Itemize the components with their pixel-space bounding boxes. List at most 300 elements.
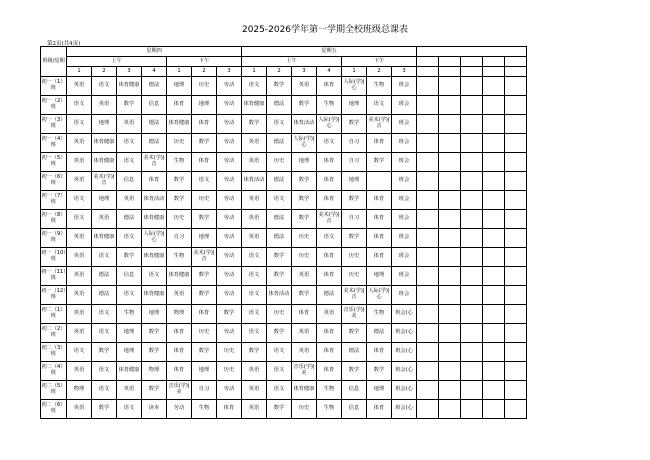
period-number: 1 <box>67 67 92 77</box>
period-number: 2 <box>92 67 117 77</box>
course-cell: 地理 <box>117 343 142 362</box>
course-cell: 数学 <box>167 191 192 210</box>
empty-cell <box>439 286 461 305</box>
course-cell: 语文 <box>192 172 217 191</box>
course-cell: 数学 <box>192 343 217 362</box>
course-cell: 体育 <box>167 362 192 381</box>
empty-cell <box>439 115 461 134</box>
table-row <box>41 324 527 343</box>
table-row <box>41 134 527 153</box>
empty-cell <box>483 343 505 362</box>
empty-cell <box>417 57 439 67</box>
course-cell: 班会 <box>392 248 417 267</box>
empty-cell <box>483 57 505 67</box>
course-cell: 体育 <box>217 400 242 419</box>
empty-cell <box>417 47 527 57</box>
course-cell: 语文 <box>367 96 392 115</box>
course-cell: 语文 <box>67 191 92 210</box>
course-cell: 德法 <box>142 77 167 96</box>
empty-cell <box>461 400 483 419</box>
empty-cell <box>439 67 461 77</box>
empty-cell <box>439 362 461 381</box>
pm-header: 下午 <box>167 57 242 67</box>
empty-cell <box>483 115 505 134</box>
empty-cell <box>461 96 483 115</box>
course-cell: 生物 <box>192 400 217 419</box>
course-cell: 数学 <box>267 267 292 286</box>
table-row <box>41 305 527 324</box>
course-cell: 英语 <box>242 210 267 229</box>
course-cell: 物理 <box>142 362 167 381</box>
empty-cell <box>417 324 439 343</box>
table-row <box>41 343 527 362</box>
course-cell: 劳动 <box>217 134 242 153</box>
course-cell: 数学 <box>92 400 117 419</box>
class-name: 初一（12）班 <box>41 286 67 305</box>
course-cell: 音乐(学)|美 <box>167 381 192 400</box>
course-cell: 信息 <box>342 400 367 419</box>
course-cell: 数学 <box>342 191 367 210</box>
empty-cell <box>417 400 439 419</box>
empty-cell <box>461 153 483 172</box>
empty-cell <box>505 67 527 77</box>
course-cell: 班会 <box>392 153 417 172</box>
course-cell: 体育 <box>367 229 392 248</box>
empty-cell <box>461 67 483 77</box>
course-cell: 地理 <box>292 153 317 172</box>
course-cell: 体育健康 <box>167 115 192 134</box>
course-cell: 英语 <box>167 286 192 305</box>
page-title: 2025-2026学年第一学期全校班级总课表 <box>241 25 409 35</box>
class-name: 初一（3）班 <box>41 115 67 134</box>
am-header: 上午 <box>242 57 342 67</box>
course-cell: 数学 <box>367 362 392 381</box>
course-cell: 体育 <box>317 153 342 172</box>
course-cell: 语文 <box>242 77 267 96</box>
course-cell: 劳动 <box>217 267 242 286</box>
empty-cell <box>439 343 461 362</box>
table-row <box>41 381 527 400</box>
period-number: 3 <box>217 67 242 77</box>
course-cell: 劳动 <box>217 96 242 115</box>
empty-cell <box>483 324 505 343</box>
course-cell: 体育 <box>317 172 342 191</box>
course-cell: 信息 <box>117 267 142 286</box>
course-cell: 英语 <box>117 381 142 400</box>
course-cell: 地理 <box>192 362 217 381</box>
course-cell: 体育健康 <box>242 96 267 115</box>
empty-cell <box>505 210 527 229</box>
empty-cell <box>483 67 505 77</box>
course-cell: 数学 <box>292 286 317 305</box>
table-row <box>41 172 527 191</box>
course-cell: 德法 <box>367 324 392 343</box>
course-cell: 体育健康 <box>142 286 167 305</box>
course-cell: 历史 <box>267 305 292 324</box>
course-cell: 体育 <box>317 343 342 362</box>
empty-cell <box>505 134 527 153</box>
course-cell: 历史 <box>167 134 192 153</box>
empty-cell <box>505 343 527 362</box>
empty-cell <box>461 362 483 381</box>
class-name: 初一（9）班 <box>41 229 67 248</box>
course-cell: 语文 <box>142 267 167 286</box>
course-cell: 美术(学)|音 <box>192 248 217 267</box>
period-number: 1 <box>242 67 267 77</box>
course-cell: 德法 <box>317 286 342 305</box>
course-cell: 英语 <box>242 229 267 248</box>
course-cell: 体育 <box>167 343 192 362</box>
empty-cell <box>417 210 439 229</box>
course-cell: 英语 <box>67 77 92 96</box>
course-cell: 自习 <box>342 134 367 153</box>
table-row <box>41 115 527 134</box>
empty-cell <box>439 324 461 343</box>
empty-cell <box>483 267 505 286</box>
course-cell: 体育 <box>317 191 342 210</box>
course-cell: 历史 <box>192 77 217 96</box>
empty-cell <box>505 191 527 210</box>
course-cell: 语文 <box>67 210 92 229</box>
course-cell: 语文 <box>267 191 292 210</box>
course-cell: 英语 <box>67 267 92 286</box>
empty-cell <box>417 153 439 172</box>
course-cell: 自习 <box>342 210 367 229</box>
class-name: 初一（2）班 <box>41 96 67 115</box>
course-cell: 数学 <box>142 324 167 343</box>
course-cell: 信息 <box>342 381 367 400</box>
course-cell: 生物 <box>167 248 192 267</box>
empty-cell <box>505 57 527 67</box>
course-cell: 历史 <box>267 153 292 172</box>
course-cell: 语文 <box>117 286 142 305</box>
course-cell: 德法 <box>142 134 167 153</box>
course-cell: 英语 <box>67 134 92 153</box>
course-cell: 劳动 <box>167 400 192 419</box>
course-cell: 劳动 <box>217 286 242 305</box>
course-cell: 数学 <box>192 210 217 229</box>
empty-cell <box>461 172 483 191</box>
course-cell: 语文 <box>317 229 342 248</box>
course-cell: 体育活动 <box>292 115 317 134</box>
course-cell: 数学 <box>367 153 392 172</box>
empty-cell <box>417 381 439 400</box>
course-cell: 语文 <box>267 381 292 400</box>
course-cell: 英语 <box>67 324 92 343</box>
table-row <box>41 286 527 305</box>
course-cell: 数学 <box>267 248 292 267</box>
course-cell: 德法 <box>267 96 292 115</box>
empty-cell <box>483 286 505 305</box>
empty-cell <box>461 324 483 343</box>
course-cell: 英语 <box>242 134 267 153</box>
empty-cell <box>505 115 527 134</box>
empty-cell <box>417 248 439 267</box>
empty-cell <box>417 77 439 96</box>
course-cell: 语文 <box>67 115 92 134</box>
empty-cell <box>461 286 483 305</box>
course-cell: 体育 <box>192 305 217 324</box>
empty-cell <box>461 343 483 362</box>
course-cell: 语文 <box>117 229 142 248</box>
course-cell: 英语 <box>242 362 267 381</box>
course-cell: 体育 <box>292 305 317 324</box>
course-cell: 德法 <box>267 229 292 248</box>
course-cell: 美术(学)|音 <box>342 286 367 305</box>
course-cell: 历史 <box>217 343 242 362</box>
empty-cell <box>417 67 439 77</box>
period-number: 4 <box>317 67 342 77</box>
course-cell <box>367 172 392 191</box>
empty-cell <box>505 248 527 267</box>
empty-cell <box>417 362 439 381</box>
course-cell: 劳动 <box>217 229 242 248</box>
empty-cell <box>439 229 461 248</box>
course-cell: 班会 <box>392 286 417 305</box>
course-cell: 语文 <box>117 153 142 172</box>
course-cell: 英语 <box>117 115 142 134</box>
period-number: 1 <box>167 67 192 77</box>
empty-cell <box>439 172 461 191</box>
course-cell: 语文 <box>242 324 267 343</box>
course-cell: 生物 <box>367 305 392 324</box>
course-cell: 生物 <box>367 77 392 96</box>
course-cell: 体育 <box>317 77 342 96</box>
period-number: 2 <box>192 67 217 77</box>
empty-cell <box>483 210 505 229</box>
course-cell: 体育活动 <box>267 286 292 305</box>
course-cell: 地理 <box>92 115 117 134</box>
empty-cell <box>461 77 483 96</box>
course-cell: 语文 <box>92 381 117 400</box>
day-header: 星期四 <box>67 47 242 57</box>
course-cell: 英语 <box>292 77 317 96</box>
course-cell: 语文 <box>267 343 292 362</box>
course-cell: 数学 <box>342 229 367 248</box>
course-cell: 体育 <box>367 343 392 362</box>
course-cell: 数学 <box>292 191 317 210</box>
course-cell: 体育 <box>167 96 192 115</box>
class-name: 初一（11）班 <box>41 267 67 286</box>
course-cell: 地理 <box>192 96 217 115</box>
empty-cell <box>483 77 505 96</box>
empty-cell <box>461 248 483 267</box>
empty-cell <box>505 172 527 191</box>
course-cell: 生物 <box>317 96 342 115</box>
course-cell: 体育健康 <box>292 381 317 400</box>
empty-cell <box>417 229 439 248</box>
course-cell: 体育健康 <box>142 248 167 267</box>
course-cell: 地理 <box>192 229 217 248</box>
course-cell: 语文 <box>67 96 92 115</box>
course-cell: 班会(心 <box>392 305 417 324</box>
course-cell: 美术(学)|音 <box>92 172 117 191</box>
course-cell: 语文 <box>92 324 117 343</box>
table-row <box>41 153 527 172</box>
course-cell: 体育 <box>317 267 342 286</box>
course-cell: 人际(学)|心 <box>317 115 342 134</box>
course-cell: 语文 <box>67 343 92 362</box>
empty-cell <box>483 381 505 400</box>
empty-cell <box>483 134 505 153</box>
course-cell: 英语 <box>292 267 317 286</box>
page-info: 第2页(共4页) <box>47 41 81 47</box>
course-cell: 班会(心 <box>392 362 417 381</box>
empty-cell <box>439 191 461 210</box>
course-cell: 数学 <box>142 343 167 362</box>
empty-cell <box>483 153 505 172</box>
period-number: 2 <box>267 67 292 77</box>
course-cell: 人际(学)|心 <box>142 229 167 248</box>
table-row <box>41 400 527 419</box>
table-row <box>41 96 527 115</box>
course-cell: 地理 <box>142 305 167 324</box>
course-cell: 班会 <box>392 172 417 191</box>
course-cell: 数学 <box>117 248 142 267</box>
course-cell: 德法 <box>92 286 117 305</box>
empty-cell <box>461 267 483 286</box>
course-cell: 语文 <box>267 115 292 134</box>
course-cell: 班会 <box>392 134 417 153</box>
empty-cell <box>505 96 527 115</box>
course-cell: 体育 <box>317 248 342 267</box>
course-cell: 英语 <box>292 324 317 343</box>
class-name: 初二（2）班 <box>41 324 67 343</box>
table-row <box>41 210 527 229</box>
course-cell: 数学 <box>292 96 317 115</box>
empty-cell <box>505 305 527 324</box>
course-cell: 数学 <box>342 324 367 343</box>
empty-cell <box>461 381 483 400</box>
course-cell: 美术(学)|音 <box>367 115 392 134</box>
empty-cell <box>483 248 505 267</box>
course-cell: 数学 <box>342 115 367 134</box>
course-cell: 班会 <box>392 115 417 134</box>
course-cell: 体育 <box>367 191 392 210</box>
course-cell: 体育健康 <box>142 210 167 229</box>
empty-cell <box>439 210 461 229</box>
course-cell: 英语 <box>242 191 267 210</box>
course-cell: 地理 <box>367 381 392 400</box>
period-number: 3 <box>392 67 417 77</box>
course-cell: 班会 <box>392 96 417 115</box>
course-cell: 数学 <box>292 172 317 191</box>
empty-cell <box>461 115 483 134</box>
course-cell: 英语 <box>67 153 92 172</box>
course-cell: 英语 <box>242 153 267 172</box>
course-cell: 语文 <box>117 400 142 419</box>
empty-cell <box>483 191 505 210</box>
course-cell: 语文 <box>92 362 117 381</box>
course-cell: 英语 <box>67 400 92 419</box>
course-cell: 数学 <box>192 286 217 305</box>
course-cell: 数学 <box>267 324 292 343</box>
course-cell: 地理 <box>92 191 117 210</box>
table-row <box>41 77 527 96</box>
course-cell: 美术(学)|音 <box>142 153 167 172</box>
course-cell: 自习 <box>192 381 217 400</box>
course-cell: 体育 <box>367 400 392 419</box>
course-cell: 数学 <box>342 362 367 381</box>
course-cell: 历史 <box>192 191 217 210</box>
course-cell: 语文 <box>242 286 267 305</box>
course-cell: 英语 <box>67 286 92 305</box>
empty-cell <box>505 362 527 381</box>
course-cell: 体育健康 <box>92 153 117 172</box>
empty-cell <box>417 191 439 210</box>
course-cell: 德法 <box>92 267 117 286</box>
empty-cell <box>505 267 527 286</box>
empty-cell <box>439 267 461 286</box>
course-cell: 英语 <box>242 381 267 400</box>
course-cell: 德法 <box>142 115 167 134</box>
course-cell: 自习 <box>167 229 192 248</box>
course-cell: 体育 <box>142 172 167 191</box>
class-name: 初一（1）班 <box>41 77 67 96</box>
table-row <box>41 267 527 286</box>
empty-cell <box>417 115 439 134</box>
course-cell: 体育 <box>192 153 217 172</box>
course-cell: 班会(心 <box>392 400 417 419</box>
course-cell: 物理 <box>67 381 92 400</box>
course-cell: 英语 <box>317 305 342 324</box>
course-cell: 历史 <box>292 248 317 267</box>
class-name: 初二（3）班 <box>41 343 67 362</box>
course-cell: 英语 <box>67 362 92 381</box>
course-cell: 体育 <box>317 324 342 343</box>
course-cell: 英语 <box>92 96 117 115</box>
am-header: 上午 <box>67 57 167 67</box>
course-cell: 劳动 <box>217 77 242 96</box>
class-name: 初二（6）班 <box>41 400 67 419</box>
course-cell: 体育健康 <box>92 229 117 248</box>
course-cell: 数学 <box>192 134 217 153</box>
empty-cell <box>505 286 527 305</box>
table-row <box>41 362 527 381</box>
empty-cell <box>483 229 505 248</box>
course-cell: 体育活动 <box>242 172 267 191</box>
course-cell: 数学 <box>167 172 192 191</box>
course-cell: 地理 <box>167 77 192 96</box>
empty-cell <box>461 229 483 248</box>
course-cell: 体育 <box>367 248 392 267</box>
period-number: 3 <box>292 67 317 77</box>
course-cell: 数学 <box>192 267 217 286</box>
empty-cell <box>439 134 461 153</box>
empty-cell <box>505 77 527 96</box>
course-cell: 语文 <box>92 305 117 324</box>
course-cell: 地理 <box>117 324 142 343</box>
course-cell: 人际(学)|心 <box>292 134 317 153</box>
course-cell: 英语 <box>292 343 317 362</box>
course-cell: 英语 <box>67 172 92 191</box>
course-cell: 英语 <box>67 305 92 324</box>
course-cell: 历史 <box>292 400 317 419</box>
course-cell: 语文 <box>317 134 342 153</box>
course-cell: 体育 <box>367 134 392 153</box>
empty-cell <box>417 267 439 286</box>
course-cell: 语文 <box>242 305 267 324</box>
empty-cell <box>483 305 505 324</box>
course-cell: 德法 <box>342 343 367 362</box>
course-cell: 数学 <box>217 305 242 324</box>
course-cell: 读本 <box>142 400 167 419</box>
course-cell: 生物 <box>117 305 142 324</box>
class-name: 初一（7）班 <box>41 191 67 210</box>
course-cell: 人际(学)|心 <box>367 286 392 305</box>
course-cell: 生物 <box>167 153 192 172</box>
table-row <box>41 191 527 210</box>
